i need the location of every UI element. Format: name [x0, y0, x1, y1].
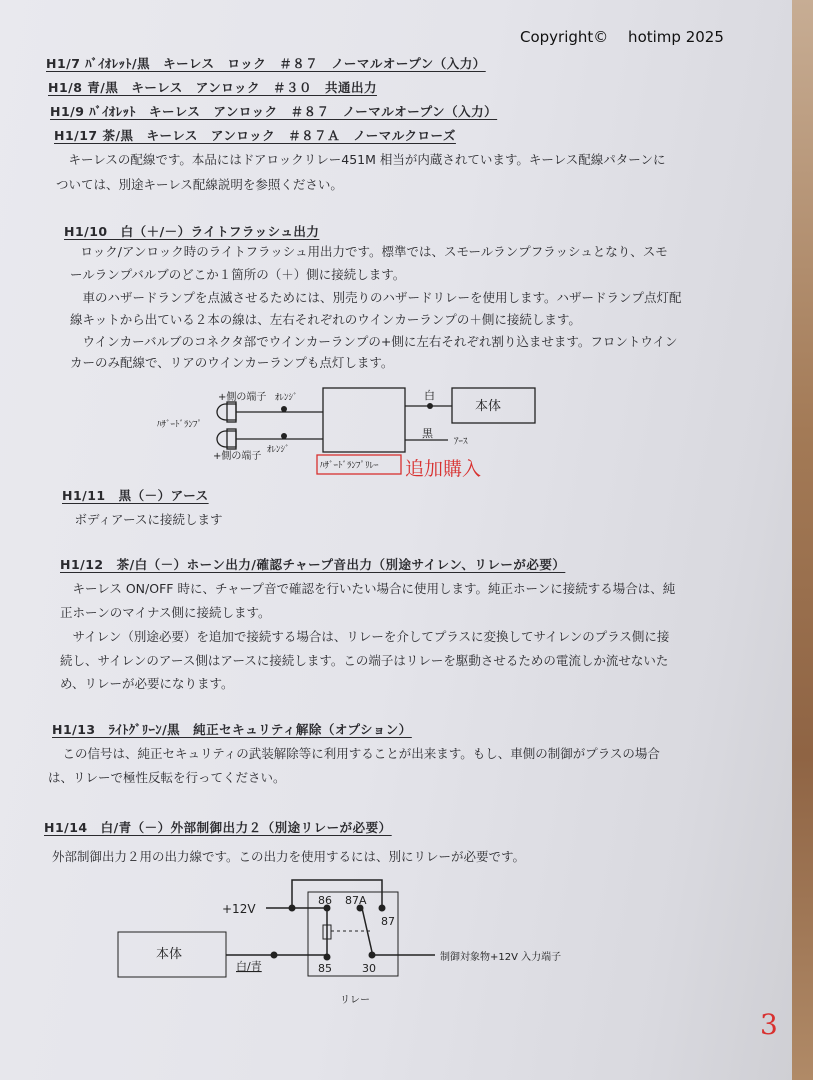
heading-h1-9: H1/9 ﾊﾞｲｵﾚｯﾄ キーレス アンロック ＃８７ ノーマルオープン（入力）	[50, 104, 498, 119]
label-plus-terminal: +側の端子	[213, 451, 262, 462]
paragraph-line: ボディアースに接続します	[62, 512, 223, 527]
paragraph-line: ウインカーバルブのコネクタ部でウインカーランプの+側に左右それぞれ割り込ませます。フロントウイン	[70, 334, 678, 349]
lamp-socket	[227, 402, 236, 422]
label-pin-30: 30	[362, 962, 376, 975]
label-main-unit: 本体	[475, 399, 502, 414]
heading-h1-10: H1/10 白（＋/－）ライトフラッシュ出力	[64, 224, 320, 239]
label-pin-85: 85	[318, 962, 332, 975]
label-relay: リレー	[340, 995, 370, 1006]
paragraph-line: は、リレーで極性反転を行ってください。	[48, 770, 286, 785]
copyright: Copyright© hotimp 2025	[520, 28, 724, 46]
handwritten-page-number: 3	[760, 1008, 778, 1041]
label-pin-87: 87	[381, 915, 395, 928]
label-pin-87a: 87A	[345, 894, 367, 907]
heading-h1-14: H1/14 白/青（－）外部制御出力２（別途リレーが必要）	[44, 820, 392, 835]
paragraph-line: め、リレーが必要になります。	[60, 676, 234, 691]
paragraph-line: ールランプバルブのどこか１箇所の（＋）側に接続します。	[70, 267, 406, 282]
paragraph-line: 車のハザードランプを点滅させるためには、別売りのハザードリレーを使用します。ハザードランプ点灯配	[70, 290, 682, 305]
heading-h1-11: H1/11 黒（－）アース	[62, 488, 209, 503]
heading-h1-8: H1/8 青/黒 キーレス アンロック ＃３０ 共通出力	[48, 80, 377, 95]
paragraph-line: カーのみ配線で、リアのウインカーランプも点灯します。	[70, 355, 394, 370]
heading-h1-12: H1/12 茶/白（－）ホーン出力/確認チャープ音出力（別途サイレン、リレーが必要）	[60, 557, 566, 572]
label-pin-86: 86	[318, 894, 332, 907]
heading-h1-17: H1/17 茶/黒 キーレス アンロック ＃８７Ａ ノーマルクローズ	[54, 128, 456, 143]
label-earth: ｱｰｽ	[454, 437, 468, 447]
paragraph-line: 外部制御出力２用の出力線です。この出力を使用するには、別にリレーが必要です。	[52, 849, 526, 864]
paragraph-line: 正ホーンのマイナス側に接続します。	[60, 605, 271, 620]
label-orange: ｵﾚﾝｼﾞ	[267, 445, 290, 455]
paragraph-line: ついては、別途キーレス配線説明を参照ください。	[56, 177, 343, 192]
handwritten-note: 追加購入	[405, 458, 482, 480]
heading-h1-7: H1/7 ﾊﾞｲｵﾚｯﾄ/黒 キーレス ロック ＃８７ ノーマルオープン（入力）	[46, 56, 486, 71]
label-target-input: 制御対象物+12V 入力端子	[440, 952, 562, 963]
paragraph-line: 線キットから出ている２本の線は、左右それぞれのウインカーランプの＋側に接続します。	[70, 312, 581, 327]
paragraph-line: キーレス ON/OFF 時に、チャープ音で確認を行いたい場合に使用します。純正ホーンに接続する場合は、純	[60, 581, 676, 596]
label-hazard-relay: ﾊｻﾞｰﾄﾞﾗﾝﾌﾟﾘﾚｰ	[320, 461, 379, 471]
paragraph-line: この信号は、純正セキュリティの武装解除等に利用することが出来ます。もし、車側の制御がプラスの場合	[50, 746, 660, 761]
label-hazard-lamp: ﾊｻﾞｰﾄﾞﾗﾝﾌﾟ	[157, 420, 203, 430]
paragraph-line: キーレスの配線です。本品にはドアロックリレー451M 相当が内蔵されています。キーレス配線パターンに	[56, 152, 666, 167]
heading-h1-13: H1/13 ﾗｲﾄｸﾞﾘｰﾝ/黒 純正セキュリティ解除（オプション）	[52, 722, 412, 737]
paragraph-line: サイレン（別途必要）を追加で接続する場合は、リレーを介してプラスに変換してサイレンのプラス側に接	[60, 629, 670, 644]
relay-wiring-diagram	[118, 880, 435, 977]
hazard-relay-box	[323, 388, 405, 452]
label-wire-white-blue: 白/青	[236, 960, 262, 973]
paragraph-line: ロック/アンロック時のライトフラッシュ用出力です。標準では、スモールランプフラッシュとなり、スモ	[68, 244, 668, 259]
paragraph-line: 続し、サイレンのアース側はアースに接続します。この端子はリレーを駆動させるための電流しか流せないた	[60, 653, 669, 668]
label-12v: +12V	[222, 902, 256, 916]
label-black: 黒	[422, 427, 433, 440]
label-white: 白	[424, 389, 435, 402]
label-main-unit: 本体	[156, 947, 183, 962]
label-plus-terminal: +側の端子	[218, 392, 267, 403]
label-orange: ｵﾚﾝｼﾞ	[275, 393, 298, 403]
